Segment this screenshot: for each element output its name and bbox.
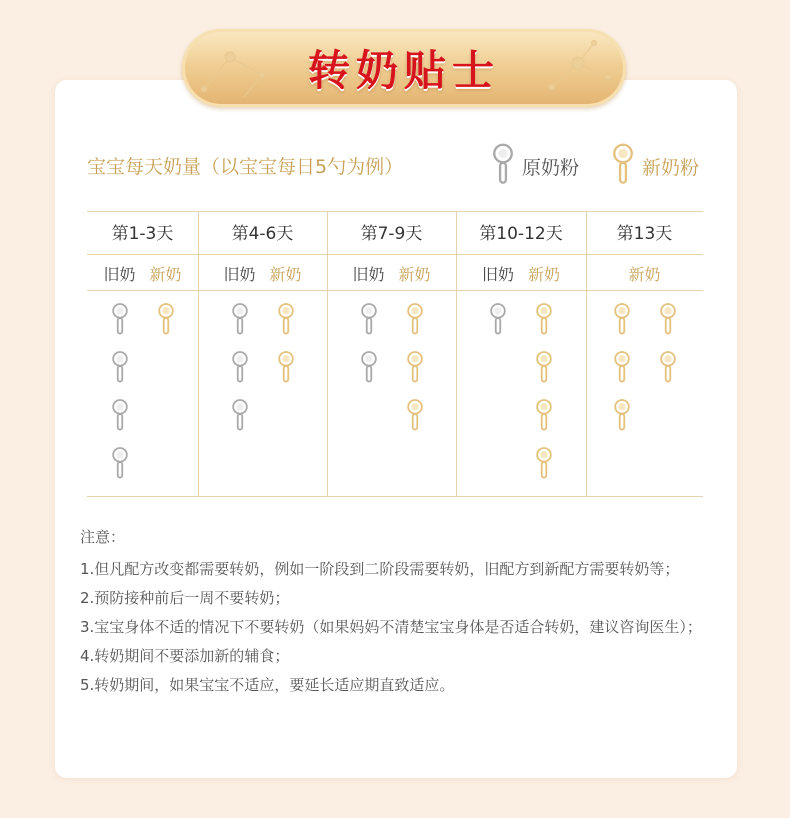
stage-subheader	[87, 260, 198, 290]
stage-subheader	[327, 260, 456, 290]
legend-new-label: 新奶粉	[642, 156, 700, 179]
old-formula-scoop-icon	[110, 398, 130, 436]
stage-header: 第7-9天	[360, 224, 423, 244]
old-formula-scoop-icon	[359, 302, 379, 340]
old-formula-label: 旧奶	[103, 265, 136, 284]
new-formula-scoop-icon	[405, 398, 425, 436]
stage-header: 第13天	[616, 224, 673, 244]
table-divider	[87, 290, 703, 291]
new-formula-scoop-icon	[156, 302, 176, 340]
notes-heading: 注意：	[80, 528, 126, 546]
table-divider	[87, 254, 703, 255]
new-formula-scoop-icon	[276, 350, 296, 388]
new-formula-scoop-icon	[534, 350, 554, 388]
new-formula-scoop-icon	[534, 302, 554, 340]
new-formula-scoop-icon	[534, 446, 554, 484]
new-formula-label: 新奶	[398, 265, 431, 284]
old-formula-scoop-icon	[230, 302, 250, 340]
new-formula-scoop-icon	[658, 350, 678, 388]
new-formula-label: 新奶	[628, 265, 661, 284]
stage-subheader	[586, 260, 703, 290]
note-item: 5.转奶期间，如果宝宝不适应，要延长适应期直致适应。	[80, 676, 455, 694]
new-formula-scoop-icon	[658, 302, 678, 340]
new-formula-label: 新奶	[149, 265, 182, 284]
new-formula-scoop-icon	[534, 398, 554, 436]
new-formula-label: 新奶	[269, 265, 302, 284]
old-formula-scoop-icon	[488, 302, 508, 340]
stage-header: 第10-12天	[479, 224, 563, 244]
notes-section	[80, 525, 720, 702]
stage-header: 第4-6天	[231, 224, 294, 244]
new-formula-scoop-icon	[612, 302, 632, 340]
legend-old-label: 原奶粉	[522, 156, 580, 179]
new-formula-scoop-icon	[405, 302, 425, 340]
old-formula-scoop-icon	[230, 398, 250, 436]
stage-header: 第1-3天	[111, 224, 174, 244]
old-formula-label: 旧奶	[352, 265, 385, 284]
old-formula-spoon-icon	[490, 143, 516, 189]
legend-new-formula	[610, 143, 699, 189]
note-item: 3.宝宝身体不适的情况下不要转奶（如果妈妈不清楚宝宝身体是否适合转奶，建议咨询医生）；	[80, 618, 702, 636]
stage-subheader	[198, 260, 327, 290]
new-formula-spoon-icon	[610, 143, 636, 189]
new-formula-scoop-icon	[612, 398, 632, 436]
old-formula-label: 旧奶	[481, 265, 514, 284]
note-item: 4.转奶期间不要添加新的辅食；	[80, 647, 290, 665]
old-formula-scoop-icon	[230, 350, 250, 388]
daily-amount-subtitle: 宝宝每天奶量（以宝宝每日5勺为例）	[87, 156, 404, 178]
table-divider	[87, 211, 703, 212]
old-formula-scoop-icon	[110, 446, 130, 484]
note-item: 1.但凡配方改变都需要转奶，例如一阶段到二阶段需要转奶，旧配方到新配方需要转奶等；	[80, 560, 680, 578]
new-formula-scoop-icon	[612, 350, 632, 388]
old-formula-label: 旧奶	[223, 265, 256, 284]
legend-old-formula	[490, 143, 579, 189]
new-formula-scoop-icon	[276, 302, 296, 340]
stage-subheader	[456, 260, 586, 290]
new-formula-label: 新奶	[528, 265, 561, 284]
old-formula-scoop-icon	[110, 350, 130, 388]
new-formula-scoop-icon	[405, 350, 425, 388]
old-formula-scoop-icon	[359, 350, 379, 388]
page-title: 转奶贴士	[307, 46, 500, 95]
note-item: 2.预防接种前后一周不要转奶；	[80, 589, 290, 607]
old-formula-scoop-icon	[110, 302, 130, 340]
table-divider	[87, 496, 703, 497]
title-banner	[182, 29, 626, 107]
